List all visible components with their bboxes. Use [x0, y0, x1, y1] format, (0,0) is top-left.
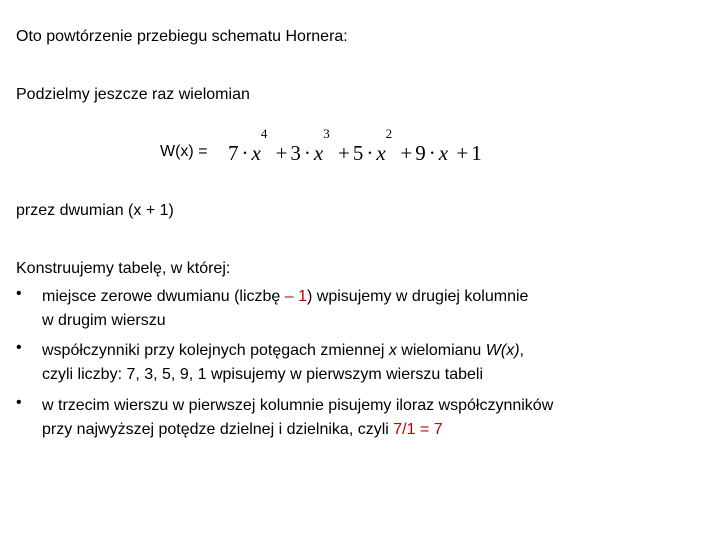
- power-1: 4: [260, 126, 268, 141]
- power-2: 3: [323, 126, 330, 141]
- bullet-dot-icon: •: [16, 285, 22, 302]
- dot-1: ·: [241, 141, 249, 165]
- paragraph-binomial: przez dwumian (x + 1): [16, 202, 174, 219]
- coef-2: 3: [290, 141, 301, 165]
- plus-3: +: [400, 141, 413, 165]
- dot-3: ·: [366, 141, 374, 165]
- bullet-2-text-b: wielomianu: [396, 342, 486, 359]
- paragraph-table-intro: Konstruujemy tabelę, w której:: [16, 260, 231, 277]
- bullet-1-text-a: miejsce zerowe dwumianu (liczbę: [42, 288, 285, 305]
- bullet-dot-icon: •: [16, 339, 22, 356]
- var-x-4: x: [438, 141, 449, 165]
- bullet-2-line-2: czyli liczby: 7, 3, 5, 9, 1 wpisujemy w pierwszym wierszu tabeli: [42, 366, 484, 383]
- var-x-3: x: [376, 141, 386, 165]
- plus-1: +: [275, 141, 288, 165]
- formula-lhs: W(x) =: [160, 143, 208, 160]
- coef-5: 1: [471, 141, 482, 165]
- bullet-text-2: [42, 339, 524, 387]
- variable-x: x: [388, 342, 397, 359]
- dot-2: ·: [303, 141, 311, 165]
- coef-1: 7: [228, 141, 239, 165]
- zero-value-highlight: – 1: [284, 288, 308, 305]
- power-3: 2: [385, 126, 393, 141]
- plus-4: +: [456, 141, 469, 165]
- intro-text: Oto powtórzenie przebiegu schematu Hornera:: [16, 28, 348, 45]
- bullet-3-text-a: przy najwyższej potędze dzielnej i dzielnika, czyli: [42, 421, 394, 438]
- coef-4: 9: [415, 141, 426, 165]
- var-x-1: x: [251, 141, 261, 165]
- bullet-1-text-b: ) wpisujemy w drugiej kolumnie: [307, 288, 529, 305]
- formula-rhs: [228, 126, 482, 168]
- bullet-2-text-c: ,: [519, 342, 524, 359]
- quotient-highlight: 7/1 = 7: [393, 421, 443, 438]
- bullet-text-1: [42, 285, 528, 333]
- bullet-2-text-a: współczynniki przy kolejnych potęgach zmiennej: [42, 342, 389, 359]
- bullet-dot-icon: •: [16, 394, 22, 411]
- bullet-3-line-1: w trzecim wierszu w pierwszej kolumnie pisujemy iloraz współczynników: [42, 397, 554, 414]
- paragraph-divide-polynomial: Podzielmy jeszcze raz wielomian: [16, 86, 250, 103]
- coef-3: 5: [352, 141, 364, 165]
- var-x-2: x: [313, 141, 324, 165]
- polynomial-name: W(x): [485, 342, 520, 359]
- bullet-text-3: [42, 394, 553, 442]
- plus-2: +: [338, 141, 350, 165]
- bullet-1-line-2: w drugim wierszu: [42, 312, 166, 329]
- dot-4: ·: [428, 141, 436, 165]
